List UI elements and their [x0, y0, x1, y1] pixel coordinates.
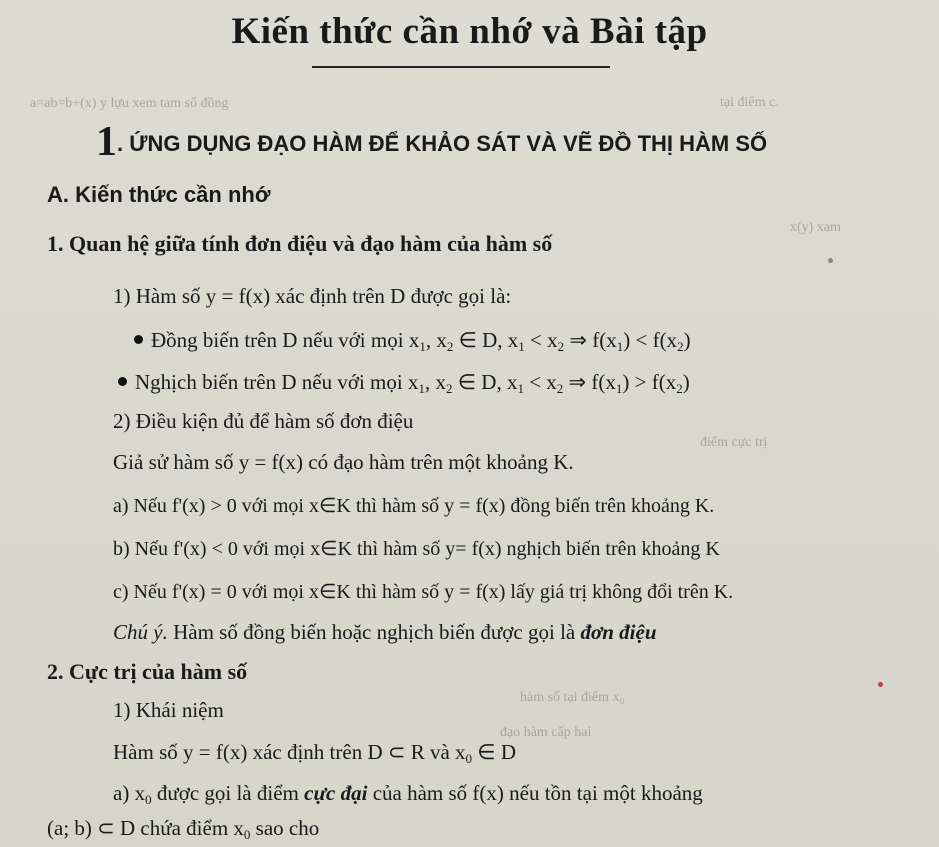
subscript: 2	[446, 339, 454, 354]
part-a-heading: A. Kiến thức cần nhớ	[47, 182, 271, 207]
bullet-increasing	[134, 328, 691, 353]
text-span: Nghịch biến trên D nếu với mọi x	[135, 370, 419, 394]
text-span: ∈ D, x	[453, 328, 519, 352]
text-span: Đồng biến trên D nếu với mọi x	[151, 328, 420, 352]
concept-heading: 1) Khái niệm	[113, 698, 224, 722]
title-underline	[312, 66, 610, 68]
subscript: 1	[517, 381, 524, 396]
subscript: 2	[556, 381, 564, 396]
text-span: được gọi là điểm	[151, 781, 305, 805]
sufficient-condition-heading: 2) Điều kiện đủ để hàm số đơn điệu	[113, 409, 414, 433]
subscript: 0	[145, 792, 152, 807]
text-span: , x	[425, 328, 447, 352]
subscript: 2	[676, 381, 683, 396]
subscript: 0	[243, 827, 251, 842]
definition-line: 1) Hàm số y = f(x) xác định trên D được gọi là:	[113, 284, 512, 308]
interval-line	[47, 816, 319, 841]
bullet-icon	[118, 377, 127, 386]
bullet-icon	[134, 335, 143, 344]
text-span: ∈ D, x	[452, 370, 518, 394]
emphasis: cực đại	[304, 781, 368, 805]
note-line	[113, 620, 657, 645]
assumption-line: Giả sử hàm số y = f(x) có đạo hàm trên một khoảng K.	[113, 450, 574, 474]
heading-extrema: 2. Cực trị của hàm số	[47, 659, 248, 684]
subscript: 2	[445, 381, 453, 396]
subscript: 2	[557, 339, 565, 354]
text-span: (a; b) ⊂ D chứa điểm x	[47, 816, 244, 840]
rule-b: b) Nếu f'(x) < 0 với mọi x∈K thì hàm số y= f(x) nghịch biến trên khoảng K	[113, 538, 720, 560]
note-label: Chú ý.	[113, 620, 168, 644]
text-span: )	[682, 370, 690, 394]
text-span: Hàm số y = f(x) xác định trên D ⊂ R và x	[113, 740, 466, 764]
text-span: ⇒ f(x	[563, 370, 616, 394]
emphasis: đơn điệu	[580, 620, 657, 644]
heading-monotonicity: 1. Quan hệ giữa tính đơn điệu và đạo hàm của hàm số	[47, 231, 553, 256]
text-span: ) < f(x	[623, 328, 678, 352]
text-span: )	[683, 328, 691, 352]
text-span: a) x	[113, 781, 146, 805]
subscript: 0	[465, 751, 473, 766]
section-number: 1	[96, 119, 117, 165]
page-title: Kiến thức cần nhớ và Bài tập	[231, 11, 708, 52]
text-span: sao cho	[250, 816, 320, 840]
rule-c: c) Nếu f'(x) = 0 với mọi x∈K thì hàm số y = f(x) lấy giá trị không đổi trên K.	[113, 581, 734, 603]
section-heading-text: . ỨNG DỤNG ĐẠO HÀM ĐỂ KHẢO SÁT VÀ VẼ ĐỒ THỊ HÀM SỐ	[117, 131, 768, 156]
section-heading	[96, 118, 767, 166]
subscript: 1	[518, 339, 525, 354]
subscript: 1	[418, 381, 425, 396]
domain-line	[113, 740, 516, 765]
text-span: < x	[523, 370, 557, 394]
text-span: ) > f(x	[622, 370, 677, 394]
text-span: , x	[424, 370, 446, 394]
text-span: < x	[524, 328, 558, 352]
subscript: 1	[615, 381, 623, 396]
text-span: Hàm số đồng biến hoặc nghịch biến được gọi là	[167, 620, 581, 644]
subscript: 2	[677, 339, 684, 354]
subscript: 1	[616, 339, 624, 354]
text-span: ∈ D	[472, 740, 516, 764]
bullet-decreasing	[118, 370, 690, 395]
text-span: ⇒ f(x	[564, 328, 617, 352]
text-span: của hàm số f(x) nếu tồn tại một khoảng	[367, 781, 703, 805]
local-max-definition	[113, 781, 703, 806]
subscript: 1	[419, 339, 426, 354]
rule-a: a) Nếu f'(x) > 0 với mọi x∈K thì hàm số y = f(x) đồng biến trên khoảng K.	[113, 495, 715, 517]
